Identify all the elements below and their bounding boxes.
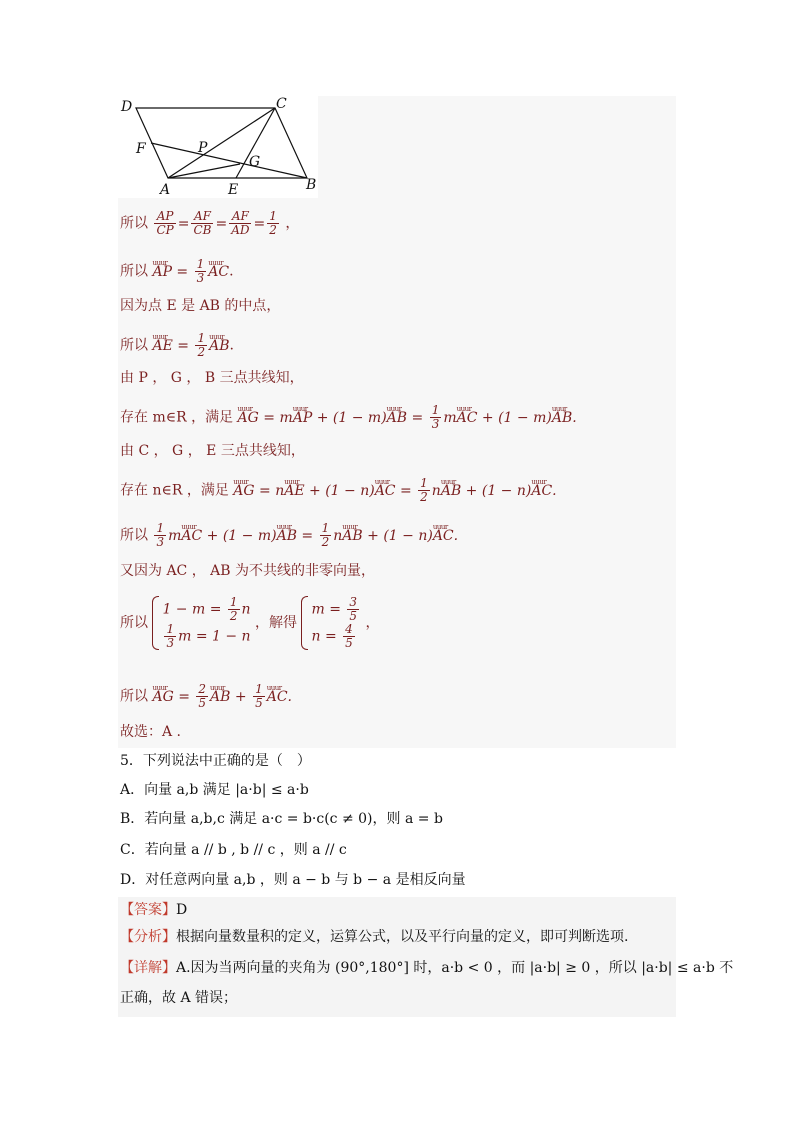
- line-prefix: 存在 m∈R ，满足: [120, 409, 234, 426]
- parallelogram-figure: [118, 96, 318, 198]
- detail-tag: 【详解】: [120, 960, 176, 976]
- solution-system: m = $\frac{3}{5}$ n = $\frac{4}{5}$: [301, 596, 361, 650]
- line-prefix: 所以: [120, 615, 148, 631]
- label-F: F: [136, 141, 146, 157]
- option-c: C．若向量 a // b , b // c ，则 a // c: [120, 842, 347, 858]
- label-G: G: [249, 154, 261, 170]
- answer-tag: 【答案】: [120, 902, 176, 918]
- line-system: [120, 596, 379, 650]
- line-prefix: 所以: [120, 688, 148, 705]
- analysis-line: [120, 928, 628, 946]
- detail-line: [120, 959, 733, 977]
- answer-value: D: [176, 902, 188, 918]
- line-result: 所以 uuur AG = $\frac{2}{5}$ uuur AB + $\frac{1}{5}$ uuur AC.: [120, 683, 292, 710]
- line-mid: ，解得: [255, 615, 298, 631]
- answer-line: [120, 901, 187, 919]
- detail-line-2: 正确，故 A 错误；: [120, 990, 238, 1006]
- line-equate: 所以 $\frac{1}{3}$ muuur AC + (1 − m)uuur AB = $\frac{1}{2}$ nuuur AB + (1 − n)uuur AC.: [120, 522, 458, 549]
- line-choice: 故选：A .: [120, 724, 182, 740]
- label-E: E: [228, 182, 239, 198]
- label-B: B: [306, 177, 317, 193]
- line-exists-n: 存在 n∈R ，满足 uuur AG = nuuur AE + (1 − n)uuur AC = $\frac{1}{2}$ nuuur AB + (1 − n)uuur AC.: [120, 477, 557, 504]
- line-collinear-pgb: 由 P ， G ， B 三点共线知，: [120, 370, 304, 386]
- line-prefix: 存在 n∈R ，满足: [120, 482, 229, 499]
- line-prefix: 所以: [120, 263, 148, 280]
- line-midpoint: 因为点 E 是 AB 的中点，: [120, 298, 281, 314]
- line-exists-m: 存在 m∈R ，满足 uuur AG = muuur AP + (1 − m)uuur AB = $\frac{1}{3}$ muuur AC + (1 − m)uuur AB.: [120, 404, 577, 431]
- line-ap: 所以 uuur AP = $\frac{1}{3}$ uuur AC.: [120, 258, 234, 285]
- label-A: A: [160, 182, 171, 198]
- line-collinear-cge: 由 C ， G ， E 三点共线知，: [120, 443, 305, 459]
- line-prefix: 所以: [120, 337, 148, 354]
- analysis-tag: 【分析】: [120, 929, 176, 945]
- line-prefix: 所以: [120, 527, 148, 544]
- question-stem: 5．下列说法中正确的是（ ）: [120, 753, 311, 769]
- option-a: A．向量 a,b 满足 |a·b| ≤ a·b: [120, 782, 309, 798]
- label-P: P: [198, 140, 208, 156]
- option-d: D．对任意两向量 a,b ，则 a − b 与 b − a 是相反向量: [120, 872, 466, 888]
- line-noncollinear: 又因为 AC ， AB 为不共线的非零向量，: [120, 563, 376, 579]
- equation-system: 1 − m = $\frac{1}{2}$ n $\frac{1}{3}$ m = 1 − n: [152, 596, 250, 650]
- detail-text: A.因为当两向量的夹角为 (90°,180°] 时，a·b < 0 ，而 |a·b| ≥ 0 ，所以 |a·b| ≤ a·b 不: [176, 960, 734, 976]
- line-suffix: .: [229, 337, 234, 354]
- line-suffix: ，: [365, 615, 380, 631]
- analysis-text: 根据向量数量积的定义，运算公式，以及平行向量的定义，即可判断选项.: [176, 929, 629, 945]
- line-suffix: .: [229, 263, 234, 280]
- label-D: D: [121, 99, 133, 115]
- line-ae: 所以 uuur AE = $\frac{1}{2}$ uuur AB.: [120, 332, 234, 359]
- ratio-equation: $\frac{AP}{CP}$ = $\frac{AF}{CB}$ = $\frac{AF}{AD}$ = $\frac{1}{2}$: [156, 209, 277, 237]
- line-ratio: [120, 210, 299, 237]
- option-b: B．若向量 a,b,c 满足 a·c = b·c(c ≠ 0)，则 a = b: [120, 811, 443, 827]
- label-C: C: [276, 96, 287, 112]
- line-prefix: 所以: [120, 215, 148, 232]
- line-suffix: ，: [285, 215, 300, 232]
